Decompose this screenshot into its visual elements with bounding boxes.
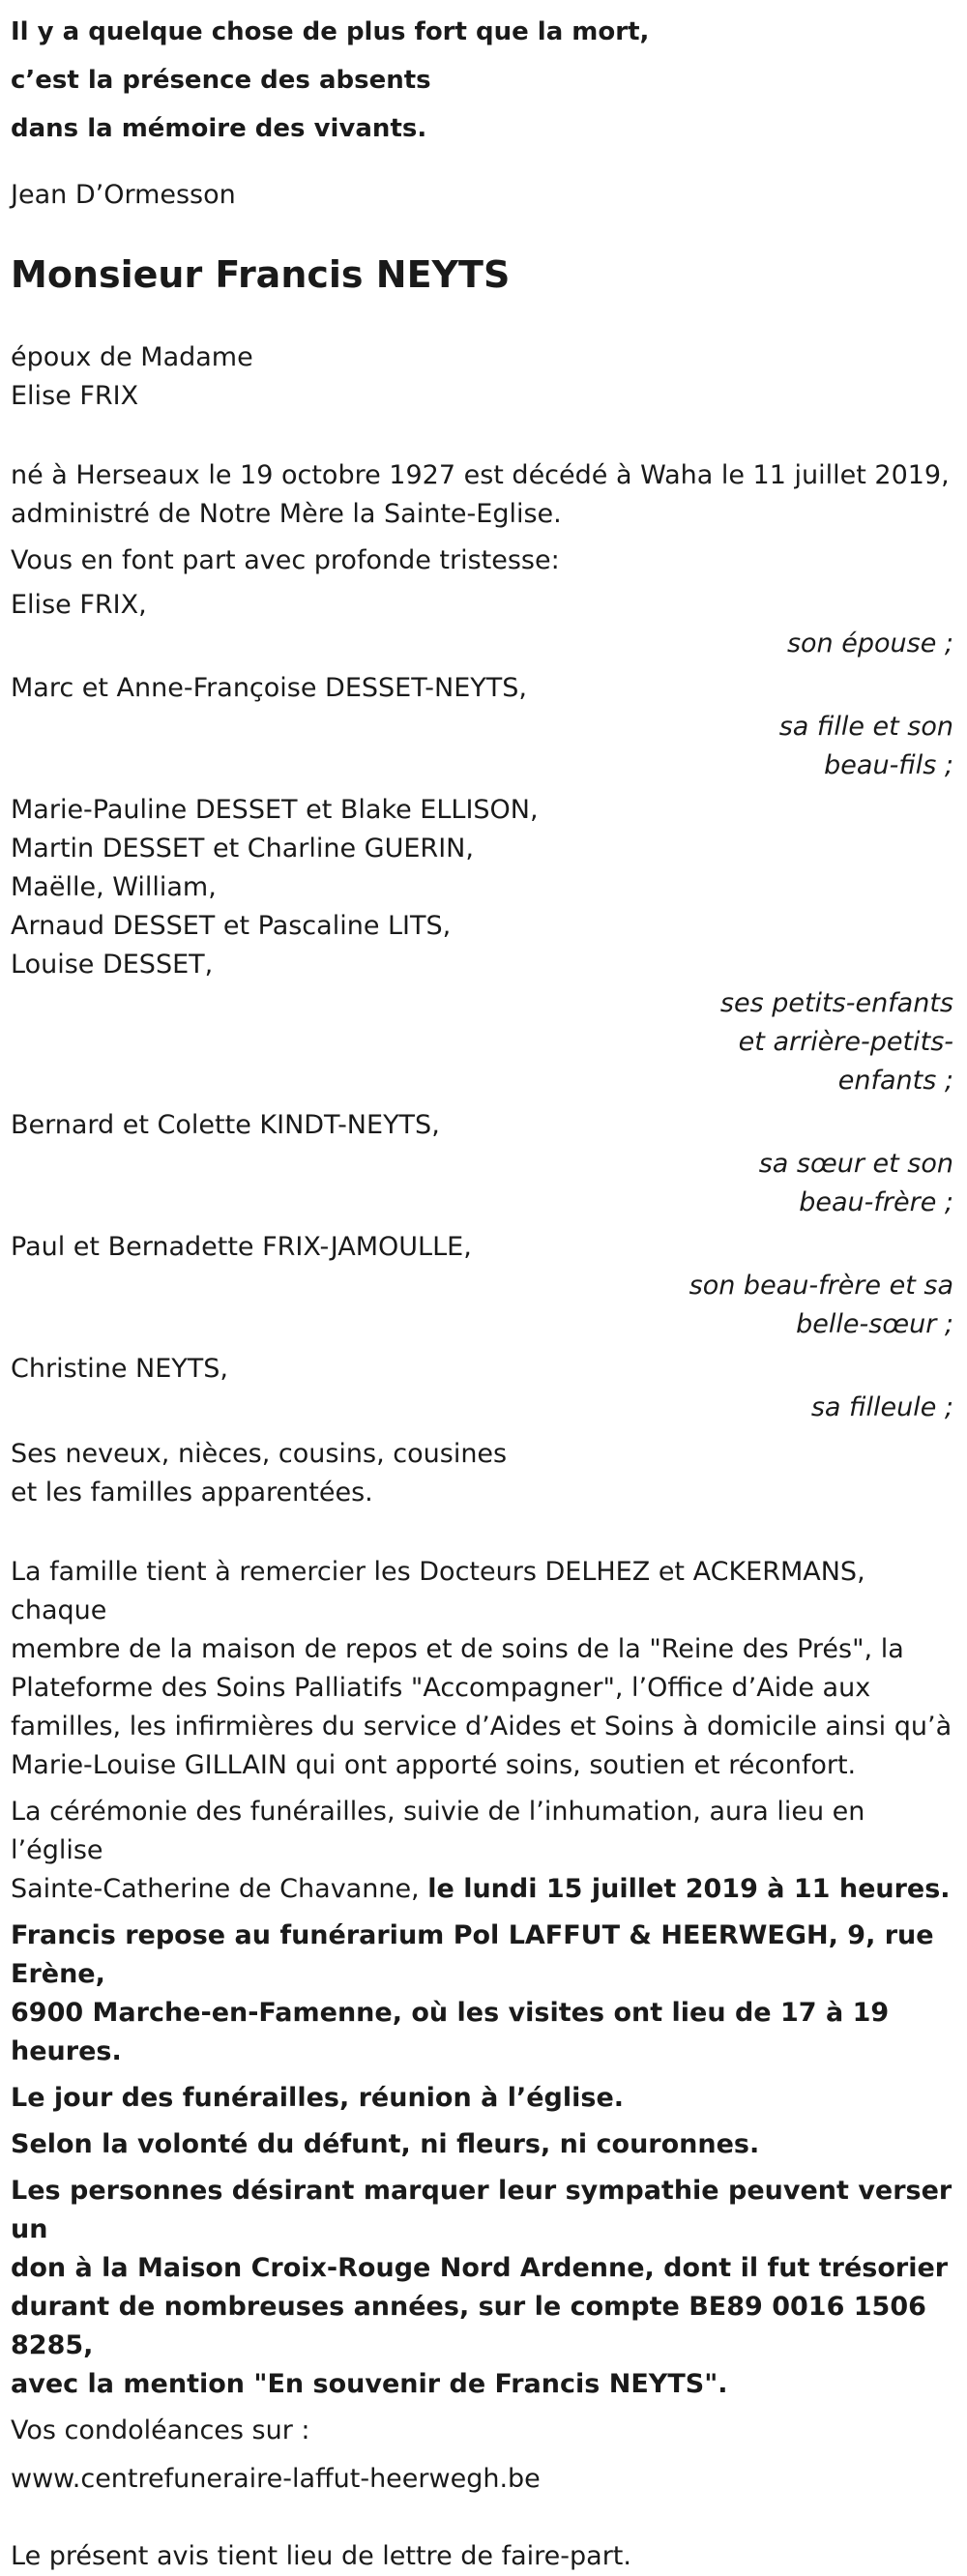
ceremony-info (11, 1793, 953, 1909)
flowers-info: Selon la volonté du défunt, ni fleurs, ni couronnes. (11, 2129, 760, 2159)
family-name: Marc et Anne-Françoise DESSET-NEYTS, (11, 673, 527, 703)
birth-line: né à Herseaux le 19 octobre 1927 est décédé à Waha le 11 juillet 2019, (11, 460, 950, 490)
family-relation: son beau-frère et sa belle-sœur ; (689, 1271, 953, 1339)
funerarium-line: 6900 Marche-en-Famenne, où les visites ont lieu de 17 à 19 heures. (11, 1998, 890, 2066)
funerarium-info (11, 1917, 953, 2071)
thanks-line: membre de la maison de repos et de soins de la "Reine des Prés", la (11, 1634, 904, 1664)
family-relation: sa fille et son beau-fils ; (778, 712, 953, 780)
family-name: Paul et Bernadette FRIX-JAMOULLE, (11, 1232, 472, 1262)
donation-line: don à la Maison Croix-Rouge Nord Ardenne, dont il fut trésorier (11, 2253, 949, 2283)
extended-family-line: et les familles apparentées. (11, 1478, 373, 1508)
donation-line: avec la mention "En souvenir de Francis NEYTS". (11, 2369, 728, 2399)
closing-note: Le présent avis tient lieu de lettre de faire-part. (11, 2541, 631, 2571)
family-name: Elise FRIX, (11, 590, 147, 620)
family-name: Marie-Pauline DESSET et Blake ELLISON, (11, 795, 539, 825)
family-relation: sa sœur et son beau-frère ; (758, 1149, 953, 1217)
deceased-name: Monsieur Francis NEYTS (11, 253, 511, 296)
quote-author: Jean D’Ormesson (11, 180, 236, 210)
family-group (11, 586, 953, 663)
condolences-label: Vos condoléances sur : (11, 2415, 310, 2445)
family-name: Louise DESSET, (11, 950, 214, 980)
thanks-line: Plateforme des Soins Palliatifs "Accompagner", l’Office d’Aide aux (11, 1673, 871, 1703)
family-name: Bernard et Colette KINDT-NEYTS, (11, 1110, 440, 1140)
extended-family-line: Ses neveux, nièces, cousins, cousines (11, 1439, 508, 1469)
quote-line: c’est la présence des absents (11, 66, 431, 95)
family-relation: sa filleule ; (810, 1392, 953, 1422)
spouse-line: époux de Madame (11, 342, 253, 372)
thanks-line: La famille tient à remercier les Docteurs DELHEZ et ACKERMANS, chaque (11, 1557, 865, 1625)
ceremony-line: La cérémonie des funérailles, suivie de l’inhumation, aura lieu en l’église (11, 1797, 865, 1865)
spouse-info (11, 338, 953, 416)
family-name: Maëlle, William, (11, 872, 217, 902)
website-link[interactable]: www.centrefuneraire-laffut-heerwegh.be (11, 2464, 541, 2494)
family-group (11, 1228, 953, 1344)
thanks-line: familles, les infirmières du service d’Aides et Soins à domicile ainsi qu’à (11, 1712, 952, 1742)
extended-family (11, 1435, 953, 1512)
family-name: Christine NEYTS, (11, 1354, 228, 1384)
ceremony-line (11, 1870, 953, 1909)
quote-line: dans la mémoire des vivants. (11, 114, 427, 143)
meeting-info: Le jour des funérailles, réunion à l’église. (11, 2083, 625, 2113)
family-group (11, 1350, 953, 1427)
donation-line: Les personnes désirant marquer leur sympathie peuvent verser un (11, 2176, 952, 2244)
birth-line: administré de Notre Mère la Sainte-Eglise. (11, 499, 562, 529)
ceremony-place: Sainte-Catherine de Chavanne, (11, 1874, 428, 1904)
family-relation: son épouse ; (786, 629, 953, 659)
ceremony-datetime: le lundi 15 juillet 2019 à 11 heures. (427, 1874, 951, 1904)
announcement: Vous en font part avec profonde tristesse: (11, 545, 560, 575)
spouse-line: Elise FRIX (11, 381, 139, 411)
thanks-paragraph (11, 1553, 953, 1785)
funerarium-line: Francis repose au funérarium Pol LAFFUT & HEERWEGH, 9, rue Erène, (11, 1920, 934, 1989)
family-relation: ses petits-enfants et arrière-petits- enfants ; (719, 988, 953, 1096)
opening-quote (11, 8, 953, 153)
family-name: Martin DESSET et Charline GUERIN, (11, 834, 474, 864)
family-group (11, 791, 953, 1100)
family-name: Arnaud DESSET et Pascaline LITS, (11, 911, 452, 941)
quote-line: Il y a quelque chose de plus fort que la mort, (11, 17, 650, 46)
thanks-line: Marie-Louise GILLAIN qui ont apporté soins, soutien et réconfort. (11, 1750, 857, 1780)
family-group (11, 1106, 953, 1222)
obituary-notice (0, 8, 967, 2576)
donation-line: durant de nombreuses années, sur le compte BE89 0016 1506 8285, (11, 2292, 926, 2360)
family-group (11, 669, 953, 785)
donation-info (11, 2172, 953, 2404)
birth-death-info (11, 456, 953, 534)
